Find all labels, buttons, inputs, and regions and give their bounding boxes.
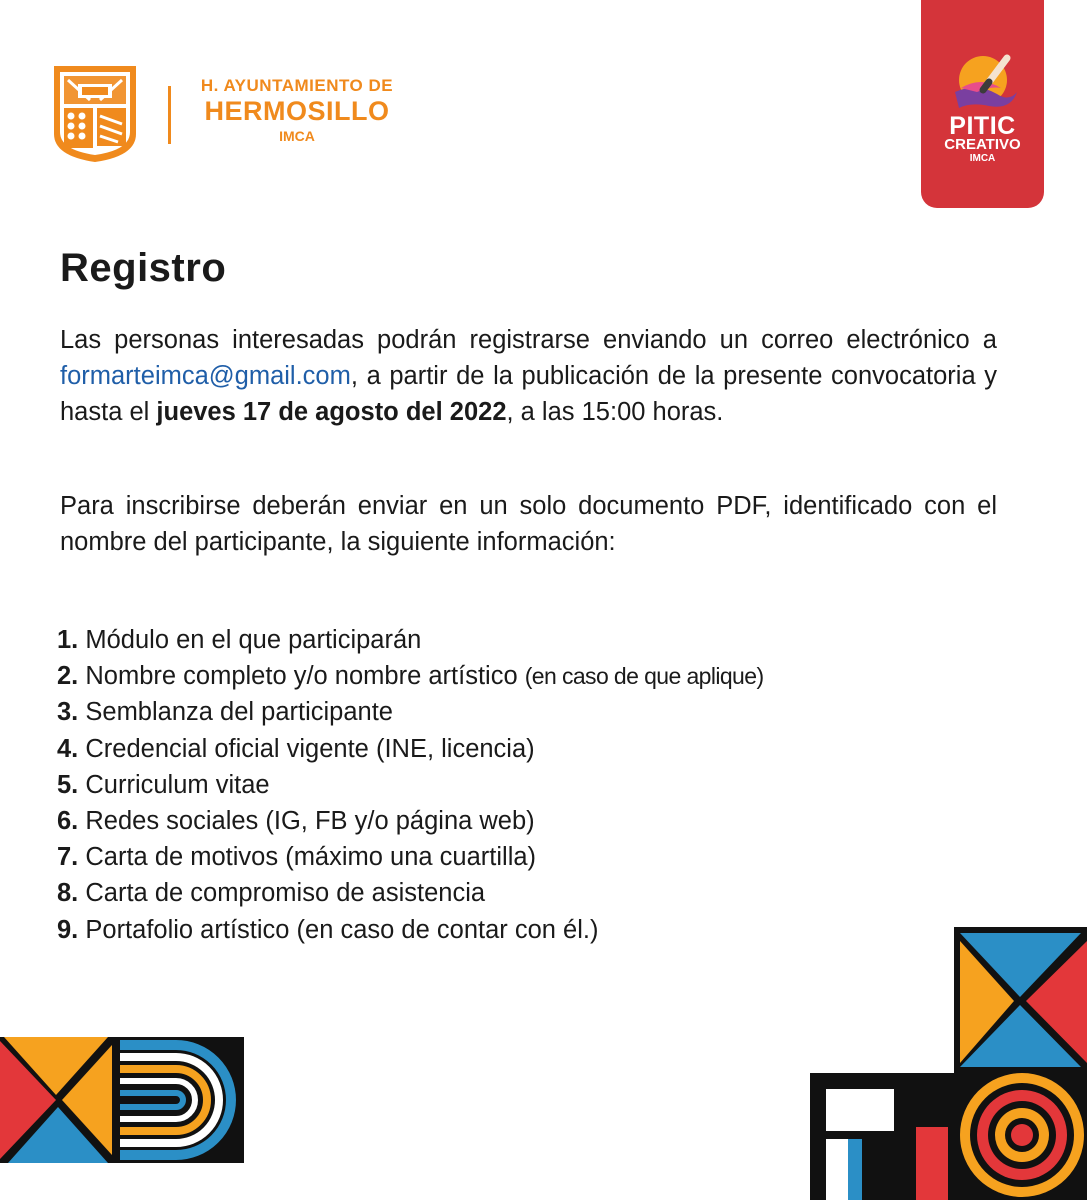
list-item: [57, 731, 1007, 767]
list-item: [57, 658, 1007, 694]
item-number: 2.: [57, 662, 79, 691]
item-note: (en caso de que aplique): [524, 663, 764, 690]
item-text: Portafolio artístico (en caso de contar con él.): [85, 915, 599, 944]
list-item: [57, 694, 1007, 730]
brand-name: PITIC: [949, 112, 1016, 140]
brand-sub: CREATIVO: [944, 136, 1021, 153]
list-item: [57, 803, 1007, 839]
item-text: Curriculum vitae: [85, 770, 270, 799]
item-text: Redes sociales (IG, FB y/o página web): [85, 807, 535, 836]
registration-paragraph: [60, 322, 997, 430]
hermosillo-coat-of-arms-icon: [52, 64, 138, 164]
item-number: 9.: [57, 915, 79, 944]
item-number: 5.: [57, 770, 79, 799]
decorative-pattern-right: [810, 927, 1087, 1200]
municipality-name: [190, 76, 404, 146]
item-text: Credencial oficial vigente (INE, licencia): [85, 734, 535, 763]
email-link[interactable]: formarteimca@gmail.com: [60, 362, 351, 390]
header-divider: [168, 86, 171, 144]
paintbrush-emblem-icon: [937, 52, 1029, 114]
item-number: 3.: [57, 698, 79, 727]
requirements-list: [57, 622, 1007, 948]
item-number: 6.: [57, 807, 79, 836]
list-item: [57, 622, 1007, 658]
item-number: 8.: [57, 879, 79, 908]
item-text: Carta de compromiso de asistencia: [85, 879, 486, 908]
item-text: Nombre completo y/o nombre artístico: [85, 662, 525, 691]
item-number: 1.: [57, 626, 79, 654]
municipality-line1: H. AYUNTAMIENTO DE: [200, 76, 394, 95]
page-title: Registro: [60, 246, 227, 290]
brand-org: IMCA: [969, 153, 996, 164]
decorative-pattern-left: [0, 1037, 244, 1163]
paragraph-text: , a partir de la publicación de la presente convocatoria y hasta el: [60, 362, 997, 426]
item-text: Semblanza del participante: [85, 698, 393, 727]
item-number: 4.: [57, 734, 79, 763]
item-number: 7.: [57, 843, 79, 872]
paragraph-text: , a las 15:00 horas.: [506, 398, 724, 426]
list-item: [57, 767, 1007, 803]
paragraph-text: Las personas interesadas podrán registrarse enviando un correo electrónico a: [60, 326, 997, 354]
deadline-text: jueves 17 de agosto del 2022: [156, 398, 507, 426]
list-item: [57, 839, 1007, 875]
item-text: Módulo en el que participarán: [85, 626, 422, 654]
item-text: Carta de motivos (máximo una cuartilla): [85, 843, 537, 872]
municipality-line2: HERMOSILLO: [204, 96, 390, 126]
pitic-creativo-banner: [921, 0, 1044, 208]
municipality-line3: IMCA: [279, 128, 315, 144]
list-item: [57, 875, 1007, 911]
instructions-paragraph: Para inscribirse deberán enviar en un solo documento PDF, identificado con el nombre del participante, la siguiente información:: [60, 492, 997, 556]
